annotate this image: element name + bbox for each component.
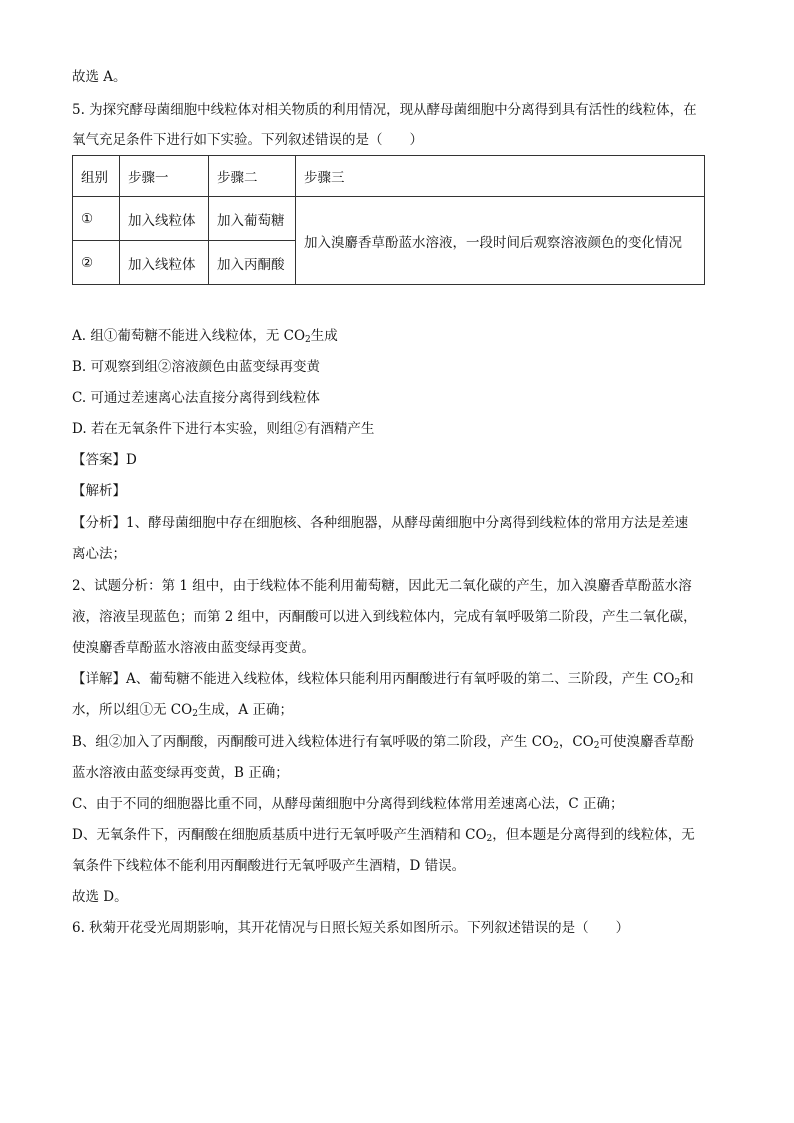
detail-text: B、组②加入了丙酮酸，丙酮酸可进入线粒体进行有氧呼吸的第二阶段，产生 $CO_2$，$CO_2$可使溴麝香草酚 bbox=[72, 734, 694, 751]
detail-text: D、无氧条件下，丙酮酸在细胞质基质中进行无氧呼吸产生酒精和 $CO_2$，但本题是分离得到的线粒体，无 bbox=[72, 827, 695, 844]
option-b: B. 可观察到组②溶液颜色由蓝变绿再变黄 bbox=[72, 359, 321, 375]
table-header-cell: 步骤三 bbox=[296, 156, 705, 197]
detail-text: 水，所以组①无 $CO_2$生成，A 正确； bbox=[72, 702, 293, 719]
table-header-cell: 步骤一 bbox=[120, 156, 209, 197]
table-cell: 加入线粒体 bbox=[120, 197, 209, 241]
detail-text: 氧条件下线粒体不能利用丙酮酸进行无氧呼吸产生酒精，D 错误。 bbox=[72, 858, 466, 874]
prev-answer-conclusion: 故选 A。 bbox=[72, 69, 127, 85]
analysis-text: 使溴麝香草酚蓝水溶液由蓝变绿再变黄。 bbox=[72, 640, 315, 656]
table-row bbox=[73, 197, 705, 241]
detail-text: C、由于不同的细胞器比重不同，从酵母菌细胞中分离得到线粒体常用差速离心法，C 正确； bbox=[72, 796, 624, 812]
question-5-stem-line2: 氧气充足条件下进行如下实验。下列叙述错误的是（ ） bbox=[72, 132, 423, 148]
table-cell: ① bbox=[73, 197, 120, 241]
question-6-stem: 6. 秋菊开花受光周期影响，其开花情况与日照长短关系如图所示。下列叙述错误的是（ ） bbox=[72, 920, 630, 936]
analysis-text: 液，溶液呈现蓝色；而第 2 组中，丙酮酸可以进入到线粒体内，完成有氧呼吸第二阶段，产生二氧化碳， bbox=[72, 609, 697, 625]
answer-conclusion: 故选 D。 bbox=[72, 889, 128, 905]
table-cell: ② bbox=[73, 241, 120, 285]
analysis-heading: 【解析】 bbox=[72, 483, 126, 499]
table-header-row bbox=[73, 156, 705, 197]
answer-label: 【答案】D bbox=[72, 452, 137, 468]
option-a: A. 组①葡萄糖不能进入线粒体，无 $CO_2$生成 bbox=[72, 328, 338, 345]
detail-text: 【详解】A、葡萄糖不能进入线粒体，线粒体只能利用丙酮酸进行有氧呼吸的第二、三阶段，产生 $CO_2$和 bbox=[72, 671, 694, 688]
experiment-table bbox=[72, 155, 705, 285]
analysis-text: 离心法； bbox=[72, 546, 126, 562]
analysis-text: 2、试题分析：第 1 组中，由于线粒体不能利用葡萄糖，因此无二氧化碳的产生，加入溴麝香草酚蓝水溶 bbox=[72, 578, 692, 594]
table-header-cell: 组别 bbox=[73, 156, 120, 197]
table-cell: 加入葡萄糖 bbox=[209, 197, 296, 241]
detail-text: 蓝水溶液由蓝变绿再变黄，B 正确； bbox=[72, 765, 289, 781]
option-d: D. 若在无氧条件下进行本实验，则组②有酒精产生 bbox=[72, 421, 375, 437]
option-c: C. 可通过差速离心法直接分离得到线粒体 bbox=[72, 390, 320, 406]
table-cell-step3: 加入溴麝香草酚蓝水溶液，一段时间后观察溶液颜色的变化情况 bbox=[296, 197, 705, 285]
table-cell: 加入线粒体 bbox=[120, 241, 209, 285]
analysis-text: 【分析】1、酵母菌细胞中存在细胞核、各种细胞器，从酵母菌细胞中分离得到线粒体的常用方法是差速 bbox=[72, 515, 689, 531]
question-5-stem-line1: 5. 为探究酵母菌细胞中线粒体对相关物质的利用情况，现从酵母菌细胞中分离得到具有活性的线粒体，在 bbox=[72, 102, 697, 118]
table-header-cell: 步骤二 bbox=[209, 156, 296, 197]
table-cell: 加入丙酮酸 bbox=[209, 241, 296, 285]
